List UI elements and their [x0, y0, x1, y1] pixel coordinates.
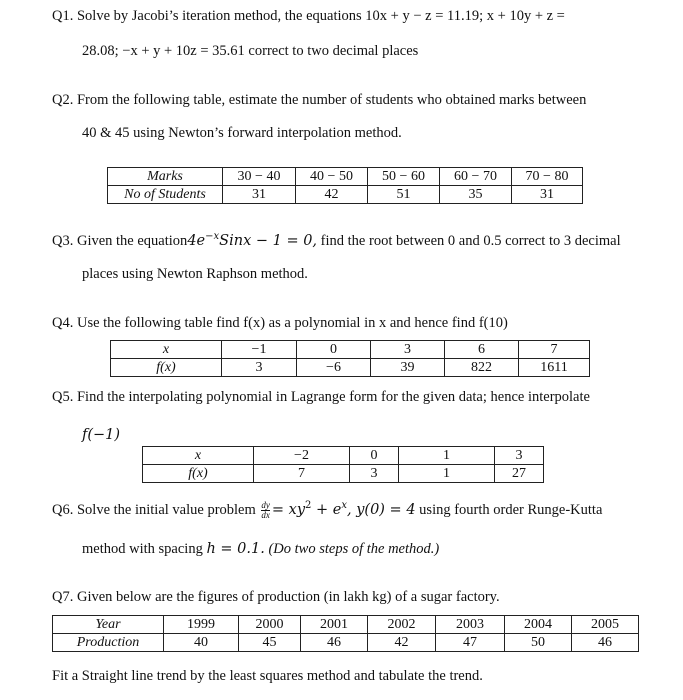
table-cell: 50 − 60	[368, 168, 440, 186]
table-cell: Marks	[108, 168, 223, 186]
q6-text-line2a: method with spacing	[82, 541, 207, 557]
table-cell: 42	[296, 186, 368, 204]
q6-text-a: Q6. Solve the initial value problem	[52, 501, 256, 518]
q6-frac-num: dy	[261, 500, 270, 510]
q4-line1: Q4. Use the following table find f(x) as a polynomial in x and hence find f(10)	[52, 315, 508, 331]
q2-line1: Q2. From the following table, estimate the number of students who obtained marks between	[52, 92, 587, 108]
table-cell: 27	[495, 465, 544, 483]
q5-line1: Q5. Find the interpolating polynomial in Lagrange form for the given data; hence interpolate	[52, 389, 590, 405]
table-cell: Year	[53, 616, 164, 634]
table-cell: 3	[371, 341, 445, 359]
table-cell: 3	[495, 447, 544, 465]
q3-text-c: find the root between 0 and 0.5 correct to 3 decimal	[317, 232, 621, 249]
q6-step: h = 0.1.	[206, 541, 265, 557]
table-row	[111, 359, 590, 377]
table-cell: f(x)	[143, 465, 254, 483]
table-cell: 31	[512, 186, 583, 204]
table-cell: f(x)	[111, 359, 222, 377]
q6-eq-b: = xy	[271, 501, 306, 518]
table-cell: 3	[222, 359, 297, 377]
table-cell: 47	[436, 634, 505, 652]
table-cell: 1	[399, 465, 495, 483]
q3-line1	[52, 231, 621, 250]
table-cell: 50	[505, 634, 572, 652]
table-cell: 46	[572, 634, 639, 652]
q3-text-a: Q3. Given the equation	[52, 232, 188, 249]
q5-table	[142, 446, 544, 483]
table-row	[53, 634, 639, 652]
q6-line1	[52, 500, 602, 520]
q6-line2	[82, 541, 439, 558]
table-cell: 0	[350, 447, 399, 465]
table-row	[143, 465, 544, 483]
q6-frac-den: dx	[261, 510, 270, 520]
table-cell: 2005	[572, 616, 639, 634]
table-row	[143, 447, 544, 465]
table-cell: 2003	[436, 616, 505, 634]
q3-line2: places using Newton Raphson method.	[82, 266, 308, 282]
table-cell: x	[143, 447, 254, 465]
q6-eq-c: + e	[311, 501, 342, 518]
table-cell: 42	[368, 634, 436, 652]
q6-text-line2c: (Do two steps of the method.)	[264, 541, 440, 557]
table-cell: 40 − 50	[296, 168, 368, 186]
table-cell: 6	[445, 341, 519, 359]
q6-text-e: using fourth order Runge-Kutta	[415, 501, 603, 518]
q1-line2: 28.08; −x + y + 10z = 35.61 correct to two decimal places	[82, 43, 419, 59]
table-row	[108, 168, 583, 186]
table-cell: 70 − 80	[512, 168, 583, 186]
table-cell: 2001	[301, 616, 368, 634]
table-cell: 1999	[164, 616, 239, 634]
table-cell: 1611	[519, 359, 590, 377]
table-cell: 2004	[505, 616, 572, 634]
table-row	[53, 616, 639, 634]
table-cell: 3	[350, 465, 399, 483]
table-cell: 45	[239, 634, 301, 652]
table-cell: 2002	[368, 616, 436, 634]
q3-eq-sup: −x	[205, 231, 220, 242]
table-cell: 35	[440, 186, 512, 204]
q4-table	[110, 340, 590, 377]
q2-line2: 40 & 45 using Newton’s forward interpolation method.	[82, 125, 402, 141]
table-cell: 0	[297, 341, 371, 359]
table-cell: 822	[445, 359, 519, 377]
table-cell: 39	[371, 359, 445, 377]
table-cell: 31	[223, 186, 296, 204]
q7-line1: Q7. Given below are the figures of production (in lakh kg) of a sugar factory.	[52, 589, 500, 605]
q3-eq-b: Sinx − 1 = 0,	[219, 232, 318, 249]
q1-line1: Q1. Solve by Jacobi’s iteration method, the equations 10x + y − z = 11.19; x + 10y + z =	[52, 8, 565, 24]
q6-sup2: x	[341, 500, 347, 511]
q2-marks-table	[107, 167, 583, 204]
table-cell: −1	[222, 341, 297, 359]
table-cell: 2000	[239, 616, 301, 634]
table-cell: 46	[301, 634, 368, 652]
q3-eq: 4e	[187, 232, 206, 249]
q6-eq-d: , y(0) = 4	[347, 501, 416, 518]
table-cell: x	[111, 341, 222, 359]
q6-derivative	[261, 501, 270, 520]
table-row	[108, 186, 583, 204]
table-cell: 30 − 40	[223, 168, 296, 186]
q7-footer: Fit a Straight line trend by the least squares method and tabulate the trend.	[52, 668, 483, 684]
table-cell: −2	[254, 447, 350, 465]
q5-line2: f(−1)	[82, 427, 121, 443]
table-cell: 7	[519, 341, 590, 359]
table-cell: −6	[297, 359, 371, 377]
table-cell: 51	[368, 186, 440, 204]
table-cell: 7	[254, 465, 350, 483]
q6-sup1: 2	[305, 500, 312, 511]
table-row	[111, 341, 590, 359]
table-cell: 60 − 70	[440, 168, 512, 186]
table-cell: No of Students	[108, 186, 223, 204]
table-cell: 40	[164, 634, 239, 652]
table-cell: 1	[399, 447, 495, 465]
table-cell: Production	[53, 634, 164, 652]
q7-production-table	[52, 615, 639, 652]
